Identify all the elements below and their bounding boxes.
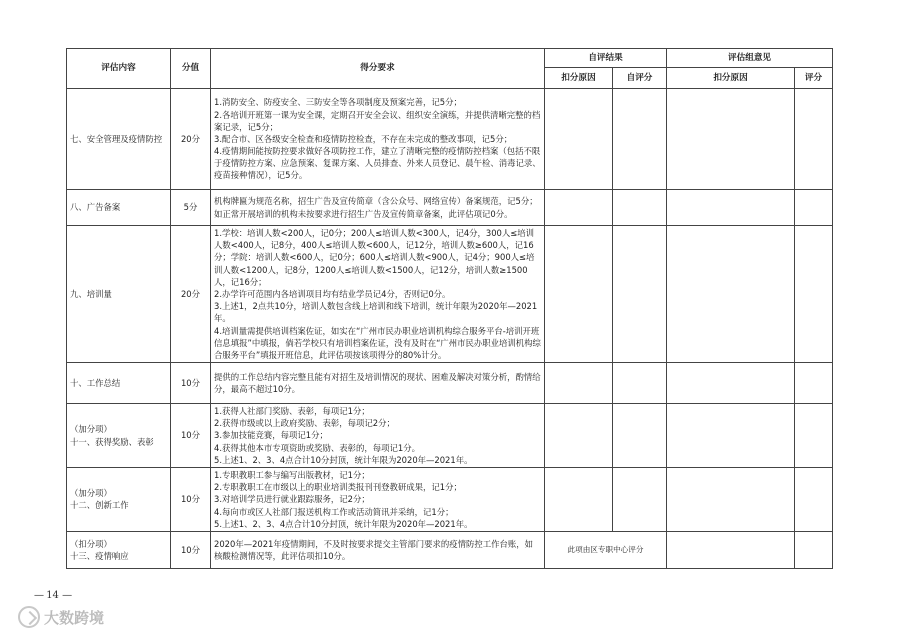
row-score: 5分 (171, 190, 211, 226)
header-group-opinion: 评估组意见 (667, 49, 833, 68)
requirement-line: 4.疫情期间能按防控要求做好各项防控工作，建立了清晰完整的疫情防控档案（包括不限于疫情防控方案、应急预案、复课方案、人员排查、外来人员登记、晨午检、消毒记录、疫苗接种情况），记5分。 (214, 146, 541, 181)
table-row (67, 404, 833, 468)
group-deduct-reason-cell[interactable] (667, 468, 795, 532)
row-score: 20分 (171, 226, 211, 363)
requirement-line: 4.获得其他本市专项资助或奖励、表彰的，每项记1分。 (214, 442, 420, 453)
row-item: 七、安全管理及疫情防控 (67, 89, 171, 190)
self-deduct-reason-cell[interactable] (545, 226, 613, 363)
row-item (67, 468, 171, 532)
self-deduct-reason-cell[interactable] (545, 190, 613, 226)
requirement-line: 1.获得人社部门奖励、表彰，每项记1分； (214, 406, 370, 417)
row-requirement (211, 363, 545, 404)
self-deduct-reason-cell[interactable] (545, 89, 613, 190)
requirement-line: 1.学校：培训人数<200人，记0分；200人≤培训人数<300人，记4分，300人≤培训人数<400人，记8分，400人≤培训人数<600人，记12分，培训人数≥600人，记16分；学院：培训人数<600人，记0分；600人≤培训人数<900人，记4分；900人≤培训人数<1200人，记8分，1200人≤培训人数<1500人，记12分，培训人数≥1500人，记16分； (214, 228, 535, 287)
row-item-prefix: （加分项） (70, 488, 112, 499)
requirement-line: 1.消防安全、防疫安全、三防安全等各项制度及预案完善，记5分； (214, 97, 462, 108)
header-row-1 (67, 49, 833, 68)
requirement-line: 2.获得市级或以上政府奖励、表彰，每项记2分； (214, 418, 395, 429)
requirement-line: 机构牌匾为规范名称，招生广告及宣传简章（含公众号、网络宣传）备案规范，记5分；如正常开展培训的机构未按要求进行招生广告及宣传简章备案，此评估项记0分。 (214, 196, 538, 219)
row-item: 十、工作总结 (67, 363, 171, 404)
row-score: 10分 (171, 404, 211, 468)
row-item (67, 531, 171, 568)
group-score-cell[interactable] (795, 89, 833, 190)
row-requirement (211, 404, 545, 468)
requirement-line: 3.上述1，2点共10分，培训人数包含线上培训和线下培训，统计年限为2020年—2021年。 (214, 301, 538, 324)
table-row (67, 190, 833, 226)
row-requirement (211, 468, 545, 532)
row-score: 10分 (171, 468, 211, 532)
group-score-cell[interactable] (795, 404, 833, 468)
group-deduct-reason-cell[interactable] (667, 226, 795, 363)
requirement-line: 2.专职教职工在市级以上的职业培训类报刊刊登教研成果，记1分； (214, 482, 462, 493)
header-deduct-reason: 扣分原因 (545, 68, 613, 89)
header-deduct-reason-group: 扣分原因 (667, 68, 795, 89)
self-deduct-reason-cell[interactable] (545, 363, 613, 404)
row-item: 九、培训量 (67, 226, 171, 363)
group-deduct-reason-cell[interactable] (667, 89, 795, 190)
requirement-line: 提供的工作总结内容完整且能有对招生及培训情况的现状、困难及解决对策分析，酌情给分，最高不超过10分。 (214, 371, 541, 395)
group-deduct-reason-cell[interactable] (667, 363, 795, 404)
requirement-line: 3.配合市、区各级安全检查和疫情防控检查，不存在未完成的整改事项，记5分； (214, 133, 513, 144)
table-row (67, 89, 833, 190)
row-requirement (211, 89, 545, 190)
table-row (67, 363, 833, 404)
group-deduct-reason-cell[interactable] (667, 190, 795, 226)
group-score-cell[interactable] (795, 363, 833, 404)
requirement-line: 5.上述1、2、3、4点合计10分封顶，统计年限为2020年—2021年。 (214, 518, 473, 529)
group-score-cell[interactable] (795, 190, 833, 226)
self-score-cell[interactable] (613, 363, 667, 404)
row-item-prefix: （加分项） (70, 424, 112, 435)
group-deduct-reason-cell[interactable] (667, 404, 795, 468)
requirement-line: 5.上述1、2、3、4点合计10分封顶，统计年限为2020年—2021年。 (214, 454, 473, 465)
row-item-title: 十三、疫情响应 (70, 550, 129, 561)
group-score-cell[interactable] (795, 468, 833, 532)
table-row (67, 226, 833, 363)
requirement-line: 3.参加技能竞赛，每项记1分； (214, 430, 328, 441)
row-score: 20分 (171, 89, 211, 190)
table-row (67, 468, 833, 532)
group-deduct-reason-cell[interactable] (667, 531, 795, 568)
header-self-eval: 自评结果 (545, 49, 667, 68)
requirement-line: 1.专职教职工参与编写出版教材，记1分； (214, 470, 370, 480)
self-score-cell[interactable] (613, 89, 667, 190)
header-requirement: 得分要求 (211, 49, 545, 89)
evaluation-table (66, 48, 833, 569)
self-eval-note: 此项由区专职中心评分 (545, 531, 667, 568)
requirement-line: 2.各培训开班第一课为安全课，定期召开安全会议、组织安全演练，并提供清晰完整的档案记录，记5分； (214, 109, 541, 132)
self-deduct-reason-cell[interactable] (545, 468, 613, 532)
group-score-cell[interactable] (795, 531, 833, 568)
self-score-cell[interactable] (613, 226, 667, 363)
self-score-cell[interactable] (613, 190, 667, 226)
watermark (18, 606, 104, 628)
row-requirement (211, 226, 545, 363)
header-group-score: 评分 (795, 68, 833, 89)
group-score-cell[interactable] (795, 226, 833, 363)
row-score: 10分 (171, 531, 211, 568)
footer-dash-right: — (62, 590, 72, 601)
row-requirement (211, 190, 545, 226)
self-score-cell[interactable] (613, 404, 667, 468)
self-deduct-reason-cell[interactable] (545, 404, 613, 468)
table-row (67, 531, 833, 568)
requirement-line: 3.对培训学员进行就业跟踪服务，记2分； (214, 494, 370, 505)
footer-dash-left: — (34, 590, 43, 601)
row-score: 10分 (171, 363, 211, 404)
row-item-prefix: （扣分项） (70, 538, 112, 549)
requirement-line: 4.每向市或区人社部门报送机构工作或活动简讯并采纳，记1分； (214, 506, 454, 517)
page-footer (34, 590, 71, 601)
watermark-text: 大数跨境 (44, 608, 105, 627)
requirement-line: 4.培训量需提供培训档案佐证，如实在“广州市民办职业培训机构综合服务平台-培训开班信息填报”中填报，倘若学校只有培训档案佐证，没有及时在“广州市民办职业培训机构综合服务平台”填报开班信息，此评估项按该项得分的80%计分。 (214, 325, 541, 360)
evaluation-table-container (66, 48, 832, 582)
row-item-title: 十一、获得奖励、表彰 (70, 436, 154, 447)
requirement-line: 2.办学许可范围内各培训项目均有结业学员记4分，否则记0分。 (214, 288, 451, 299)
self-score-cell[interactable] (613, 468, 667, 532)
page-number: 14 (46, 590, 59, 601)
header-self-score: 自评分 (613, 68, 667, 89)
header-content: 评估内容 (67, 49, 171, 89)
header-score: 分值 (171, 49, 211, 89)
row-item-title: 十二、创新工作 (70, 500, 129, 511)
row-requirement (211, 531, 545, 568)
row-item (67, 404, 171, 468)
requirement-line: 2020年—2021年疫情期间，不及时按要求提交主管部门要求的疫情防控工作台账，如核酸检测情况等，此评估项扣10分。 (214, 538, 533, 561)
watermark-logo-icon (18, 606, 40, 628)
row-item: 八、广告备案 (67, 190, 171, 226)
